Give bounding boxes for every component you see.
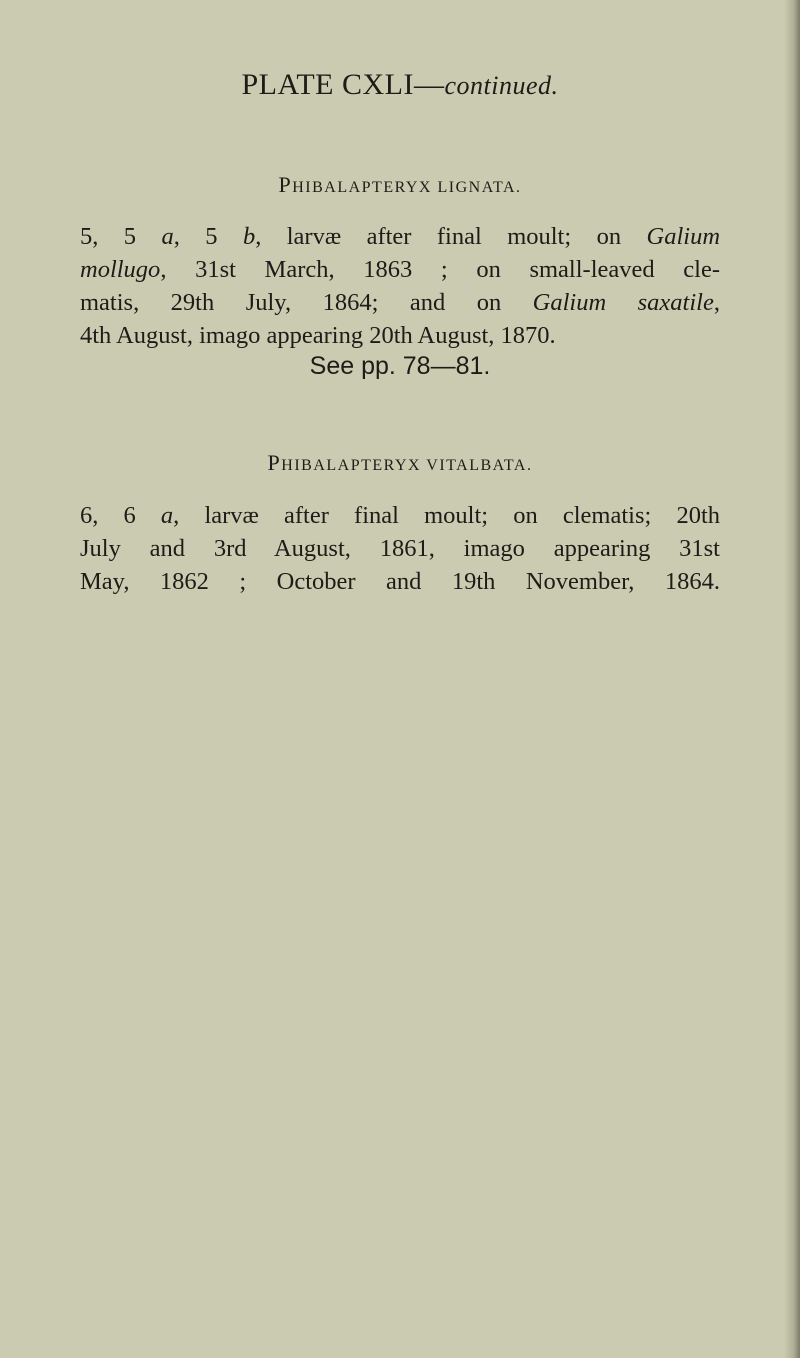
page-heading — [0, 68, 800, 102]
description-lignata — [80, 220, 720, 352]
text-run: , larvæ after final moult; on clematis; 20th — [173, 502, 720, 529]
text-run-italic: Galium — [646, 223, 721, 250]
section-title-rest: HIBALAPTERYX LIGNATA. — [292, 179, 522, 196]
text-line — [80, 499, 720, 532]
section-title-initial: P — [278, 172, 293, 197]
text-run: matis, 29th July, 1864; and on — [80, 289, 533, 316]
text-run-italic: Galium saxatile — [532, 289, 714, 316]
text-run: 6, 6 — [80, 502, 161, 529]
section-title-rest: HIBALAPTERYX VITALBATA. — [281, 457, 533, 474]
text-line — [80, 220, 720, 253]
text-run: , larvæ after final moult; on — [255, 223, 647, 250]
text-line — [80, 319, 720, 352]
page-reference: See pp. 78—81. — [309, 352, 491, 380]
plate-number: PLATE CXLI— — [241, 68, 445, 101]
text-run: July and 3rd August, 1861, imago appearing 31st — [80, 535, 720, 562]
description-vitalbata — [80, 499, 720, 598]
text-run-italic: a — [161, 223, 174, 250]
text-run: May, 1862 ; October and 19th November, 1864. — [80, 568, 720, 595]
text-run: 5, 5 — [80, 223, 162, 250]
text-run: , 5 — [173, 223, 243, 250]
text-run: 4th August, imago appearing 20th August, 1870. — [80, 322, 556, 349]
continued-label: continued. — [444, 71, 559, 100]
text-line — [80, 253, 720, 286]
text-run-italic: b — [242, 223, 256, 250]
page-edge-shadow — [784, 0, 800, 1358]
text-line — [80, 565, 720, 598]
text-run-italic: mollugo — [80, 256, 161, 283]
text-run: , 31st March, 1863 ; on small-leaved cle- — [160, 256, 720, 283]
text-run-italic: a — [160, 502, 174, 529]
text-line — [80, 532, 720, 565]
section-title-lignata — [0, 172, 800, 198]
text-line — [80, 286, 720, 319]
section-title-initial: P — [267, 450, 282, 475]
text-run: , — [713, 289, 720, 316]
section-title-vitalbata — [0, 450, 800, 476]
